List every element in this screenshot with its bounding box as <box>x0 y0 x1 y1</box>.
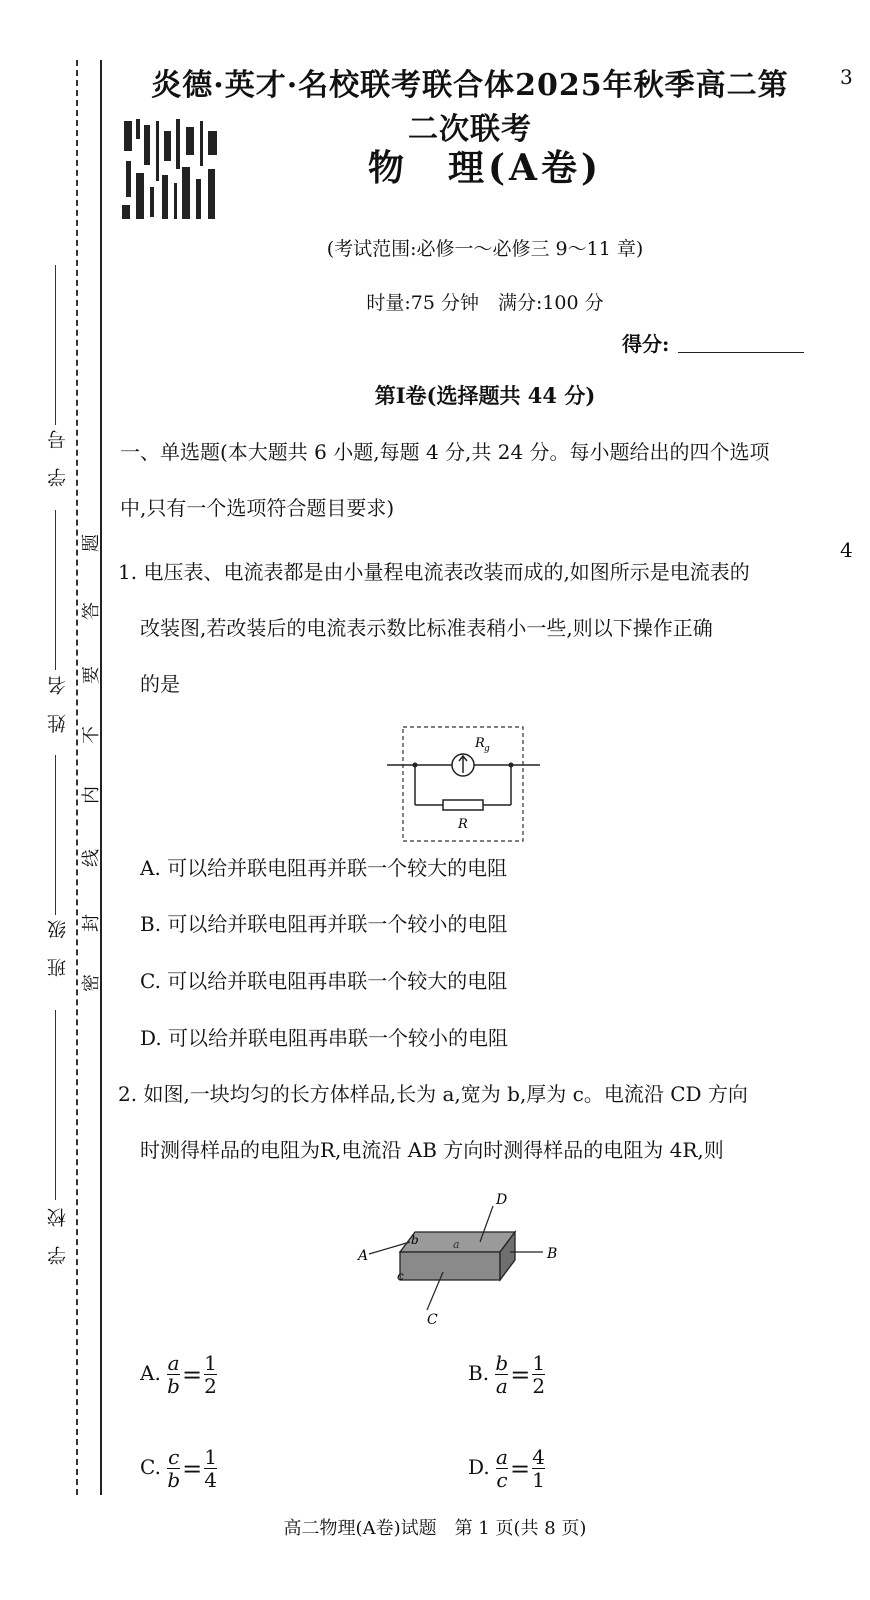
option-letter: B. <box>468 1361 490 1385</box>
q1-option-d[interactable]: D. 可以给并联电阻再串联一个较小的电阻 <box>140 1026 509 1050</box>
denominator: a <box>495 1374 508 1398</box>
question-line: 改装图,若改装后的电流表示数比标准表稍小一些,则以下操作正确 <box>140 616 713 640</box>
equals-sign: = <box>182 1454 203 1483</box>
r-label: R <box>458 817 468 832</box>
edge-page-number: 3 <box>840 65 853 89</box>
seal-char: 要 <box>81 666 102 684</box>
seal-char: 线 <box>81 849 102 867</box>
instruction-line: 中,只有一个选项符合题目要求) <box>120 496 395 520</box>
equals-sign: = <box>509 1454 531 1483</box>
denominator: 2 <box>204 1374 217 1398</box>
score-label: 得分: <box>622 332 670 356</box>
page-footer: 高二物理(A卷)试题 第 1 页(共 8 页) <box>283 1518 587 1539</box>
question-2-stem <box>118 1066 748 1178</box>
exam-title: 炎德·英才·名校联考联合体2025年秋季高二第二次联考 <box>151 68 789 147</box>
denominator: b <box>167 1374 180 1398</box>
numerator: a <box>496 1445 508 1469</box>
fraction <box>204 1352 217 1397</box>
equals-sign: = <box>510 1360 531 1389</box>
q1-option-b[interactable]: B. 可以给并联电阻再并联一个较小的电阻 <box>140 912 508 936</box>
q2-option-a[interactable] <box>140 1352 217 1397</box>
fraction <box>167 1446 180 1491</box>
label-A: A <box>358 1248 369 1264</box>
option-letter: D. <box>468 1455 490 1479</box>
q2-option-d[interactable] <box>468 1446 545 1491</box>
rg-subscript: g <box>484 744 490 754</box>
fraction <box>495 1352 508 1397</box>
label-b: b <box>411 1233 419 1247</box>
seal-char: 内 <box>81 786 102 804</box>
label-c: c <box>397 1269 404 1283</box>
instruction-line: 一、单选题(本大题共 6 小题,每题 4 分,共 24 分。每小题给出的四个选项 <box>120 440 770 464</box>
seal-char: 密 <box>81 974 102 992</box>
denominator: 4 <box>204 1468 217 1492</box>
ammeter-circuit-figure <box>385 725 545 845</box>
school-line <box>55 1010 56 1200</box>
student-id-label: 学 号 <box>47 430 69 487</box>
seal-char: 答 <box>81 602 102 620</box>
question-line: 1. 电压表、电流表都是由小量程电流表改装而成的,如图所示是电流表的 <box>118 560 750 584</box>
numerator: 1 <box>204 1351 217 1375</box>
subject-title: 物 理(A卷) <box>368 147 602 189</box>
denominator: b <box>167 1468 181 1492</box>
denominator: 2 <box>532 1374 546 1398</box>
score-blank[interactable] <box>678 352 804 353</box>
numerator: 1 <box>204 1445 217 1469</box>
option-letter: C. <box>140 1455 161 1479</box>
fraction <box>532 1446 545 1491</box>
question-line: 时测得样品的电阻为R,电流沿 AB 方向时测得样品的电阻为 4R,则 <box>140 1138 724 1162</box>
fraction <box>496 1446 508 1491</box>
edge-page-number: 4 <box>840 538 853 562</box>
q1-option-c[interactable]: C. 可以给并联电阻再串联一个较大的电阻 <box>140 969 508 993</box>
cuboid-sample-figure <box>355 1192 575 1332</box>
denominator: c <box>496 1468 508 1492</box>
binding-dashed-line <box>76 60 78 1495</box>
label-a: a <box>453 1238 460 1251</box>
label-C: C <box>427 1312 438 1328</box>
student-id-line <box>55 265 56 425</box>
section-title: 第Ⅰ卷(选择题共 44 分) <box>374 383 596 408</box>
numerator: a <box>167 1351 180 1375</box>
name-label: 姓 名 <box>47 676 69 733</box>
fraction <box>204 1446 217 1491</box>
option-letter: A. <box>140 1361 161 1385</box>
binding-solid-line <box>100 60 102 1495</box>
label-B: B <box>547 1246 558 1262</box>
denominator: 1 <box>532 1468 545 1492</box>
part1-instructions <box>120 424 770 536</box>
seal-char: 题 <box>81 534 102 552</box>
numerator: 4 <box>532 1445 545 1469</box>
seal-char: 封 <box>81 914 102 932</box>
numerator: 1 <box>532 1351 546 1375</box>
name-line <box>55 510 56 670</box>
numerator: b <box>495 1351 509 1375</box>
class-label: 班 级 <box>47 920 69 977</box>
q1-option-a[interactable]: A. 可以给并联电阻再并联一个较大的电阻 <box>140 856 508 880</box>
question-line: 2. 如图,一块均匀的长方体样品,长为 a,宽为 b,厚为 c。电流沿 CD 方向 <box>118 1082 748 1106</box>
equals-sign: = <box>181 1360 203 1389</box>
fraction <box>532 1352 545 1397</box>
exam-scope: (考试范围:必修一～必修三 9～11 章) <box>326 238 644 260</box>
rg-label: R <box>475 736 485 751</box>
class-line <box>55 755 56 915</box>
seal-char: 不 <box>81 726 102 744</box>
question-line: 的是 <box>140 672 180 696</box>
label-D: D <box>496 1192 508 1208</box>
time-and-score: 时量:75 分钟 满分:100 分 <box>366 292 604 314</box>
q2-option-b[interactable] <box>468 1352 545 1397</box>
q2-option-c[interactable] <box>140 1446 217 1491</box>
numerator: c <box>168 1445 180 1469</box>
school-label: 学 校 <box>47 1208 69 1265</box>
question-1-stem <box>118 544 750 712</box>
fraction <box>167 1352 180 1397</box>
